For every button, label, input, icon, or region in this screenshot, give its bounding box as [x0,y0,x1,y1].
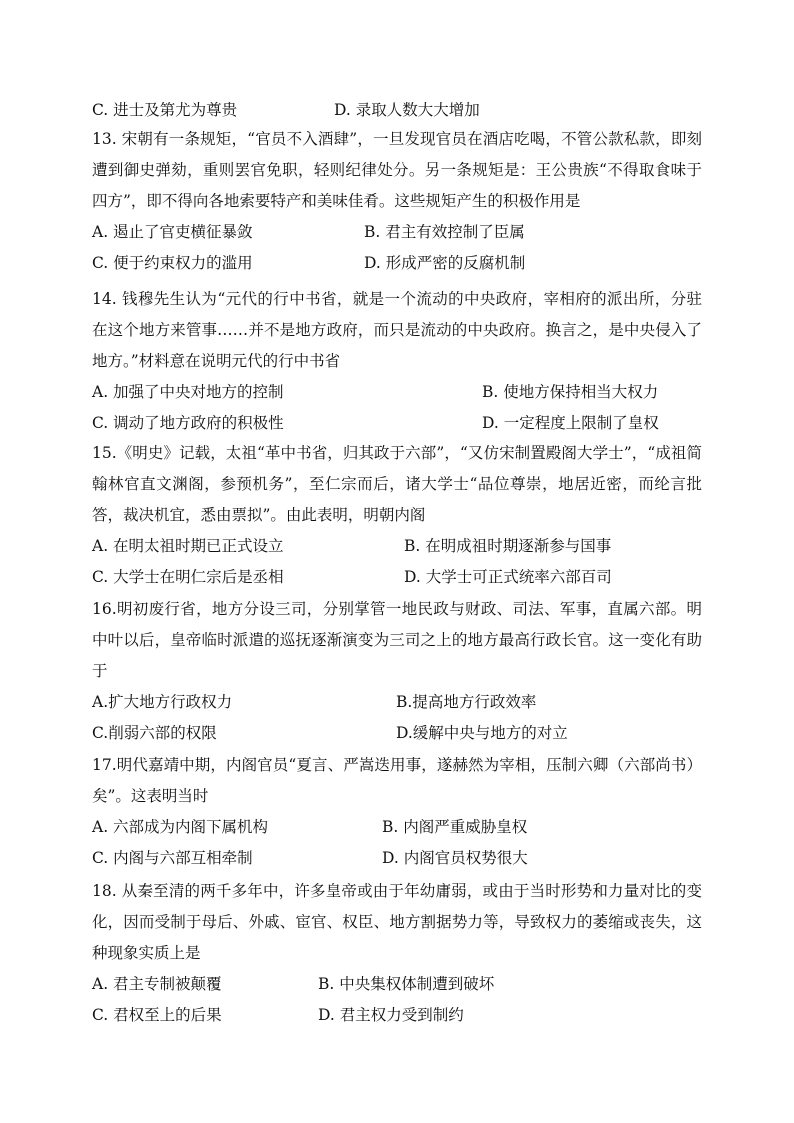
option-b: B. 使地方保持相当大权力 [482,383,659,401]
option-b: B. 在明成祖时期逐渐参与国事 [404,537,612,555]
options-row [92,217,702,248]
options-row [92,812,702,843]
option-b: B. 内阁严重威胁皇权 [382,818,528,836]
question-stem: 18. 从秦至清的两千多年中，许多皇帝或由于年幼庸弱，或由于当时形势和力量对比的变化，因而受制于母后、外戚、宦官、权臣、地方割据势力等，导致权力的萎缩或丧失，这种现象实质上是 [92,882,702,962]
question-stem: 17.明代嘉靖中期，内阁官员“夏言、严嵩迭用事，遂赫然为宰相，压制六卿（六部尚书）矣”。这表明当时 [92,756,702,805]
option-d: D.缓解中央与地方的对立 [396,724,568,742]
options-row [92,969,702,1000]
option-d: D. 君主权力受到制约 [318,1006,464,1024]
option-a: A.扩大地方行政权力 [92,693,233,711]
question-stem: 14. 钱穆先生认为“元代的行中书省，就是一个流动的中央政府，宰相府的派出所，分驻在这个地方来管事……并不是地方政府，而只是流动的中央政府。换言之，是中央侵入了地方。”材料意在说明元代的行中书省 [92,290,702,370]
question-14 [92,284,702,439]
options-row [92,377,702,408]
option-c: C. 进士及第尤为尊贵 [92,101,238,119]
option-c: C.削弱六部的权限 [92,724,217,742]
question-15 [92,438,702,593]
option-b: B. 中央集权体制遭到破坏 [318,975,495,993]
option-c: C. 调动了地方政府的积极性 [92,414,284,432]
option-d: D. 大学士可正式统率六部百司 [404,568,612,586]
option-d: D. 录取人数大大增加 [334,101,480,119]
option-c: C. 便于约束权力的滥用 [92,254,253,272]
question-17 [92,750,702,874]
options-row [92,718,702,749]
option-b: B. 君主有效控制了臣属 [364,223,525,241]
question-13 [92,124,702,279]
option-d: D. 形成严密的反腐机制 [364,254,526,272]
option-d: D. 内阁官员权势很大 [382,849,528,867]
options-row [92,843,702,874]
options-row [92,1000,702,1031]
option-c: C. 大学士在明仁宗后是丞相 [92,568,284,586]
options-row [92,531,702,562]
options-row [92,408,702,439]
options-row [92,562,702,593]
question-stem: 16.明初废行省，地方分设三司，分别掌管一地民政与财政、司法、军事，直属六部。明中叶以后，皇帝临时派遣的巡抚逐渐演变为三司之上的地方最高行政长官。这一变化有助于 [92,600,702,680]
option-b: B.提高地方行政效率 [396,693,537,711]
option-a: A. 加强了中央对地方的控制 [92,383,284,401]
option-d: D. 一定程度上限制了皇权 [482,414,659,432]
question-stem: 15.《明史》记载，太祖“革中书省，归其政于六部”，“又仿宋制置殿阁大学士”，“成祖简翰林官直文渊阁，参预机务”，至仁宗而后，诸大学士“品位尊崇，地居近密，而纶言批答，裁决机宜，悉由票拟”。由此表明，明朝内阁 [92,444,702,524]
option-c: C. 内阁与六部互相牵制 [92,849,253,867]
option-a: A. 六部成为内阁下属机构 [92,818,269,836]
question-18 [92,876,702,1031]
question-16 [92,594,702,749]
option-a: A. 在明太祖时期已正式设立 [92,537,284,555]
option-a: A. 遏止了官吏横征暴敛 [92,223,253,241]
question-stem: 13. 宋朝有一条规矩，“官员不入酒肆”，一旦发现官员在酒店吃喝，不管公款私款，即刻遭到御史弹劾，重则罢官免职，轻则纪律处分。另一条规矩是：王公贵族“不得取食味于四方”，即不得向各地索要特产和美味佳肴。这些规矩产生的积极作用是 [92,130,702,210]
options-row [92,248,702,279]
option-c: C. 君权至上的后果 [92,1006,222,1024]
options-row [92,687,702,718]
option-a: A. 君主专制被颠覆 [92,975,222,993]
